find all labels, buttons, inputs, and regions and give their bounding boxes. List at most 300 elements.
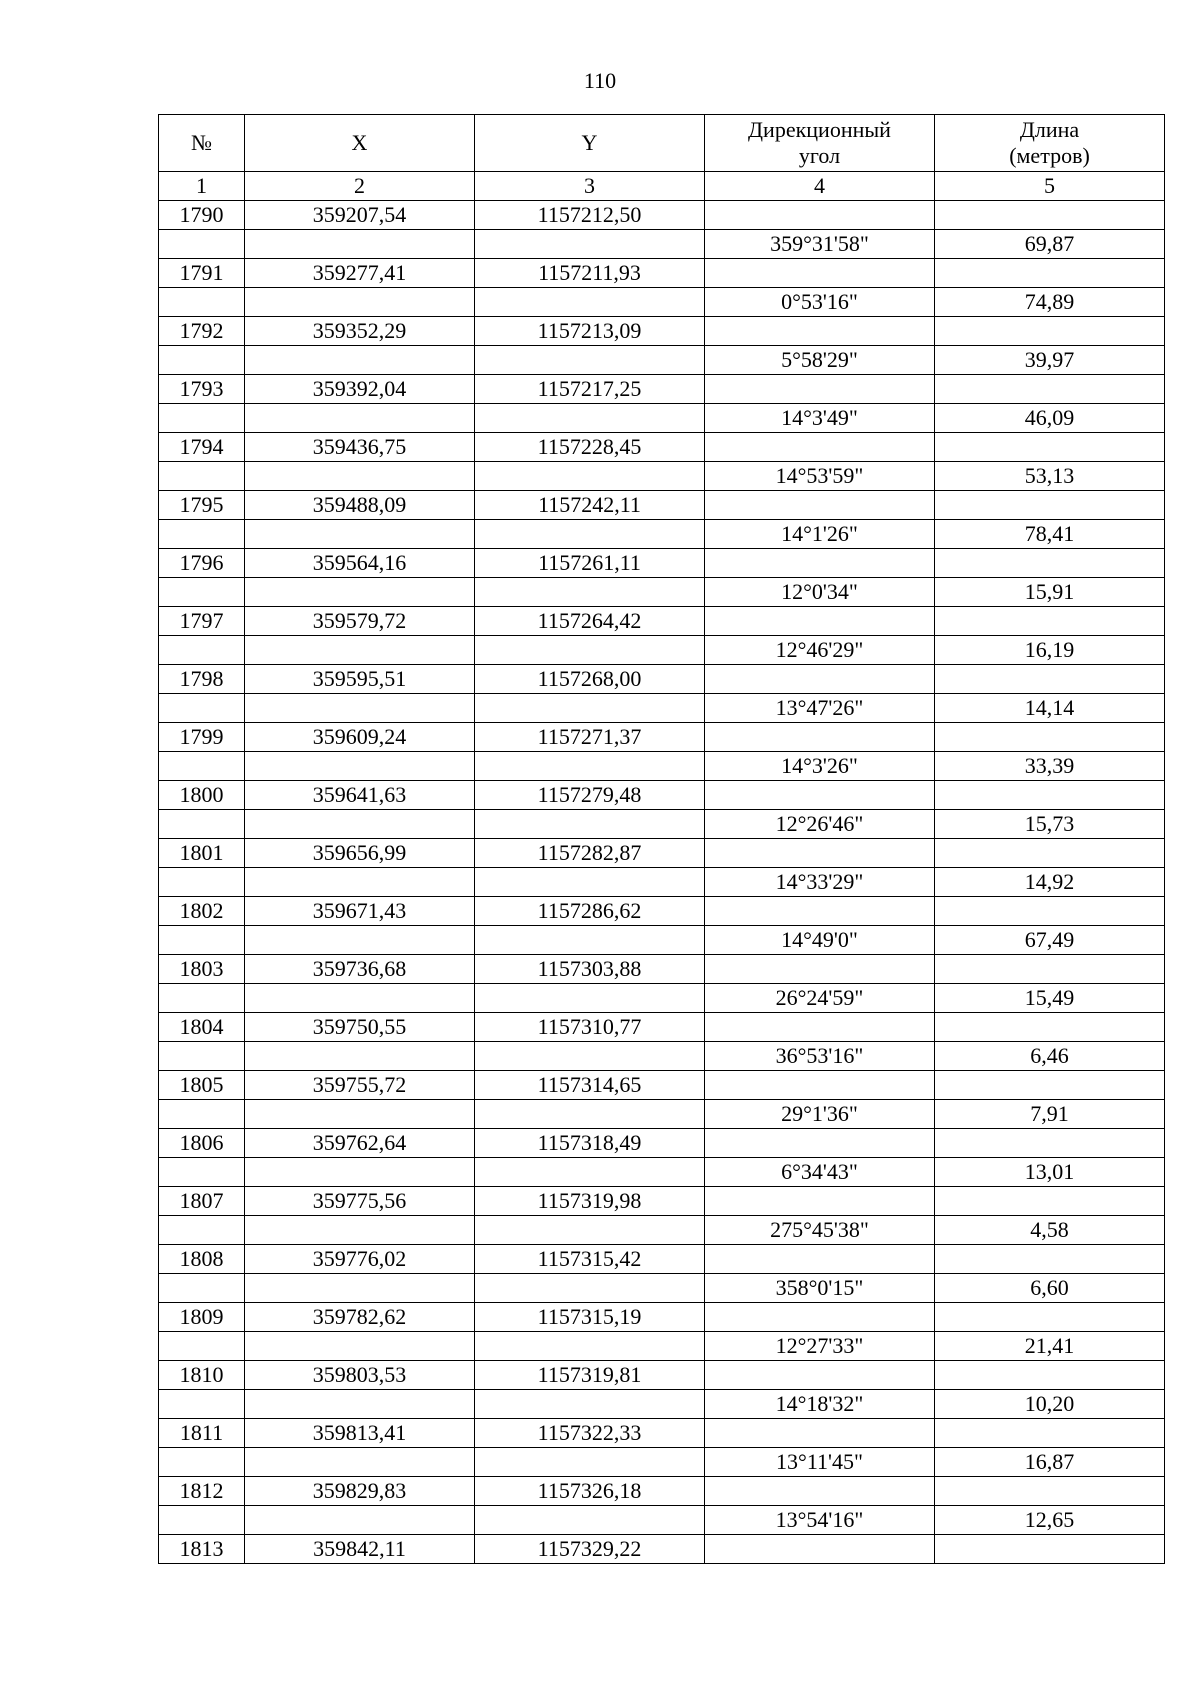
column-index: 4 xyxy=(705,172,935,201)
length-cell xyxy=(935,317,1165,346)
x-coordinate-cell xyxy=(245,1042,475,1071)
x-coordinate-cell: 359564,16 xyxy=(245,549,475,578)
point-number-cell xyxy=(159,1390,245,1419)
y-coordinate-cell: 1157261,11 xyxy=(475,549,705,578)
point-row xyxy=(159,897,1165,926)
direction-angle-cell xyxy=(705,1535,935,1564)
point-row xyxy=(159,607,1165,636)
segment-row xyxy=(159,288,1165,317)
y-coordinate-cell xyxy=(475,636,705,665)
length-cell: 14,92 xyxy=(935,868,1165,897)
header-length-line2: (метров) xyxy=(1009,143,1090,168)
point-row xyxy=(159,1477,1165,1506)
x-coordinate-cell: 359842,11 xyxy=(245,1535,475,1564)
y-coordinate-cell xyxy=(475,694,705,723)
x-coordinate-cell xyxy=(245,1448,475,1477)
x-coordinate-cell xyxy=(245,520,475,549)
y-coordinate-cell: 1157318,49 xyxy=(475,1129,705,1158)
y-coordinate-cell xyxy=(475,1332,705,1361)
y-coordinate-cell xyxy=(475,1158,705,1187)
segment-row xyxy=(159,1448,1165,1477)
y-coordinate-cell: 1157329,22 xyxy=(475,1535,705,1564)
segment-row xyxy=(159,926,1165,955)
y-coordinate-cell xyxy=(475,404,705,433)
direction-angle-cell: 14°33'29" xyxy=(705,868,935,897)
y-coordinate-cell: 1157268,00 xyxy=(475,665,705,694)
column-index: 5 xyxy=(935,172,1165,201)
segment-row xyxy=(159,752,1165,781)
point-number-cell xyxy=(159,1448,245,1477)
segment-row xyxy=(159,404,1165,433)
point-number-cell: 1792 xyxy=(159,317,245,346)
x-coordinate-cell: 359782,62 xyxy=(245,1303,475,1332)
point-number-cell xyxy=(159,1506,245,1535)
length-cell xyxy=(935,665,1165,694)
y-coordinate-cell: 1157271,37 xyxy=(475,723,705,752)
x-coordinate-cell: 359488,09 xyxy=(245,491,475,520)
length-cell xyxy=(935,549,1165,578)
point-number-cell xyxy=(159,462,245,491)
length-cell: 15,49 xyxy=(935,984,1165,1013)
direction-angle-cell xyxy=(705,259,935,288)
length-cell xyxy=(935,201,1165,230)
point-row xyxy=(159,1245,1165,1274)
x-coordinate-cell xyxy=(245,694,475,723)
segment-row xyxy=(159,1216,1165,1245)
header-direction-angle xyxy=(705,115,935,172)
table-header-row xyxy=(159,115,1165,172)
length-cell: 14,14 xyxy=(935,694,1165,723)
direction-angle-cell: 14°3'49" xyxy=(705,404,935,433)
point-number-cell xyxy=(159,868,245,897)
y-coordinate-cell: 1157322,33 xyxy=(475,1419,705,1448)
y-coordinate-cell xyxy=(475,926,705,955)
y-coordinate-cell: 1157319,81 xyxy=(475,1361,705,1390)
direction-angle-cell xyxy=(705,955,935,984)
y-coordinate-cell xyxy=(475,752,705,781)
x-coordinate-cell: 359776,02 xyxy=(245,1245,475,1274)
length-cell xyxy=(935,839,1165,868)
length-cell xyxy=(935,723,1165,752)
segment-row xyxy=(159,1042,1165,1071)
point-number-cell xyxy=(159,346,245,375)
point-row xyxy=(159,259,1165,288)
segment-row xyxy=(159,1390,1165,1419)
direction-angle-cell xyxy=(705,1071,935,1100)
length-cell: 13,01 xyxy=(935,1158,1165,1187)
length-cell xyxy=(935,1419,1165,1448)
direction-angle-cell: 12°46'29" xyxy=(705,636,935,665)
point-row xyxy=(159,1013,1165,1042)
point-number-cell xyxy=(159,636,245,665)
length-cell: 12,65 xyxy=(935,1506,1165,1535)
segment-row xyxy=(159,694,1165,723)
direction-angle-cell: 5°58'29" xyxy=(705,346,935,375)
x-coordinate-cell: 359609,24 xyxy=(245,723,475,752)
direction-angle-cell: 26°24'59" xyxy=(705,984,935,1013)
point-number-cell xyxy=(159,230,245,259)
point-number-cell xyxy=(159,404,245,433)
y-coordinate-cell xyxy=(475,1448,705,1477)
direction-angle-cell xyxy=(705,1187,935,1216)
segment-row xyxy=(159,346,1165,375)
point-number-cell: 1799 xyxy=(159,723,245,752)
point-number-cell: 1809 xyxy=(159,1303,245,1332)
y-coordinate-cell xyxy=(475,984,705,1013)
point-number-cell xyxy=(159,984,245,1013)
direction-angle-cell: 359°31'58" xyxy=(705,230,935,259)
point-number-cell: 1807 xyxy=(159,1187,245,1216)
length-cell: 4,58 xyxy=(935,1216,1165,1245)
x-coordinate-cell xyxy=(245,1216,475,1245)
y-coordinate-cell: 1157217,25 xyxy=(475,375,705,404)
length-cell xyxy=(935,955,1165,984)
length-cell: 16,87 xyxy=(935,1448,1165,1477)
header-x: X xyxy=(245,115,475,172)
direction-angle-cell xyxy=(705,1477,935,1506)
length-cell: 21,41 xyxy=(935,1332,1165,1361)
direction-angle-cell: 14°53'59" xyxy=(705,462,935,491)
x-coordinate-cell xyxy=(245,868,475,897)
point-row xyxy=(159,491,1165,520)
length-cell: 33,39 xyxy=(935,752,1165,781)
point-number-cell: 1803 xyxy=(159,955,245,984)
point-number-cell: 1813 xyxy=(159,1535,245,1564)
y-coordinate-cell: 1157314,65 xyxy=(475,1071,705,1100)
point-row xyxy=(159,433,1165,462)
length-cell: 10,20 xyxy=(935,1390,1165,1419)
x-coordinate-cell xyxy=(245,984,475,1013)
length-cell xyxy=(935,781,1165,810)
direction-angle-cell xyxy=(705,1129,935,1158)
point-row xyxy=(159,375,1165,404)
direction-angle-cell xyxy=(705,549,935,578)
length-cell: 6,46 xyxy=(935,1042,1165,1071)
point-number-cell: 1808 xyxy=(159,1245,245,1274)
segment-row xyxy=(159,578,1165,607)
point-number-cell: 1810 xyxy=(159,1361,245,1390)
y-coordinate-cell xyxy=(475,1216,705,1245)
point-number-cell xyxy=(159,520,245,549)
direction-angle-cell: 14°18'32" xyxy=(705,1390,935,1419)
segment-row xyxy=(159,1274,1165,1303)
point-number-cell xyxy=(159,1274,245,1303)
x-coordinate-cell xyxy=(245,810,475,839)
x-coordinate-cell: 359762,64 xyxy=(245,1129,475,1158)
y-coordinate-cell: 1157264,42 xyxy=(475,607,705,636)
point-number-cell: 1795 xyxy=(159,491,245,520)
y-coordinate-cell: 1157212,50 xyxy=(475,201,705,230)
x-coordinate-cell xyxy=(245,636,475,665)
length-cell xyxy=(935,433,1165,462)
x-coordinate-cell xyxy=(245,1332,475,1361)
x-coordinate-cell: 359436,75 xyxy=(245,433,475,462)
segment-row xyxy=(159,868,1165,897)
length-cell xyxy=(935,897,1165,926)
point-number-cell: 1804 xyxy=(159,1013,245,1042)
point-number-cell xyxy=(159,810,245,839)
point-row xyxy=(159,723,1165,752)
y-coordinate-cell: 1157213,09 xyxy=(475,317,705,346)
length-cell xyxy=(935,259,1165,288)
y-coordinate-cell xyxy=(475,1100,705,1129)
direction-angle-cell xyxy=(705,201,935,230)
point-number-cell: 1797 xyxy=(159,607,245,636)
length-cell: 74,89 xyxy=(935,288,1165,317)
x-coordinate-cell: 359595,51 xyxy=(245,665,475,694)
y-coordinate-cell xyxy=(475,230,705,259)
y-coordinate-cell: 1157315,19 xyxy=(475,1303,705,1332)
direction-angle-cell: 358°0'15" xyxy=(705,1274,935,1303)
point-row xyxy=(159,781,1165,810)
x-coordinate-cell xyxy=(245,1390,475,1419)
x-coordinate-cell: 359352,29 xyxy=(245,317,475,346)
column-index-row xyxy=(159,172,1165,201)
direction-angle-cell xyxy=(705,1245,935,1274)
point-number-cell: 1806 xyxy=(159,1129,245,1158)
direction-angle-cell xyxy=(705,1013,935,1042)
segment-row xyxy=(159,810,1165,839)
direction-angle-cell: 14°49'0" xyxy=(705,926,935,955)
y-coordinate-cell: 1157228,45 xyxy=(475,433,705,462)
length-cell: 15,91 xyxy=(935,578,1165,607)
column-index: 3 xyxy=(475,172,705,201)
x-coordinate-cell xyxy=(245,462,475,491)
point-number-cell xyxy=(159,694,245,723)
point-number-cell: 1796 xyxy=(159,549,245,578)
header-direction-line2: угол xyxy=(798,143,841,168)
direction-angle-cell: 12°0'34" xyxy=(705,578,935,607)
y-coordinate-cell xyxy=(475,1390,705,1419)
x-coordinate-cell xyxy=(245,288,475,317)
length-cell: 16,19 xyxy=(935,636,1165,665)
length-cell: 69,87 xyxy=(935,230,1165,259)
y-coordinate-cell: 1157279,48 xyxy=(475,781,705,810)
x-coordinate-cell: 359207,54 xyxy=(245,201,475,230)
x-coordinate-cell xyxy=(245,1506,475,1535)
point-row xyxy=(159,1071,1165,1100)
header-length-line1: Длина xyxy=(1019,117,1080,142)
point-number-cell xyxy=(159,1042,245,1071)
y-coordinate-cell: 1157326,18 xyxy=(475,1477,705,1506)
y-coordinate-cell xyxy=(475,520,705,549)
direction-angle-cell xyxy=(705,1361,935,1390)
y-coordinate-cell: 1157286,62 xyxy=(475,897,705,926)
point-row xyxy=(159,1535,1165,1564)
point-number-cell xyxy=(159,926,245,955)
x-coordinate-cell xyxy=(245,1100,475,1129)
point-number-cell: 1811 xyxy=(159,1419,245,1448)
x-coordinate-cell xyxy=(245,1158,475,1187)
x-coordinate-cell: 359750,55 xyxy=(245,1013,475,1042)
y-coordinate-cell xyxy=(475,1274,705,1303)
x-coordinate-cell: 359392,04 xyxy=(245,375,475,404)
direction-angle-cell: 12°27'33" xyxy=(705,1332,935,1361)
point-number-cell xyxy=(159,1332,245,1361)
direction-angle-cell xyxy=(705,317,935,346)
point-number-cell xyxy=(159,1158,245,1187)
length-cell xyxy=(935,1129,1165,1158)
x-coordinate-cell: 359736,68 xyxy=(245,955,475,984)
x-coordinate-cell: 359829,83 xyxy=(245,1477,475,1506)
point-number-cell: 1802 xyxy=(159,897,245,926)
y-coordinate-cell: 1157211,93 xyxy=(475,259,705,288)
x-coordinate-cell: 359579,72 xyxy=(245,607,475,636)
y-coordinate-cell xyxy=(475,868,705,897)
x-coordinate-cell: 359656,99 xyxy=(245,839,475,868)
y-coordinate-cell: 1157319,98 xyxy=(475,1187,705,1216)
direction-angle-cell: 6°34'43" xyxy=(705,1158,935,1187)
x-coordinate-cell xyxy=(245,404,475,433)
length-cell: 15,73 xyxy=(935,810,1165,839)
y-coordinate-cell xyxy=(475,578,705,607)
point-number-cell: 1800 xyxy=(159,781,245,810)
coordinates-table xyxy=(158,114,1165,1564)
length-cell xyxy=(935,1187,1165,1216)
point-number-cell xyxy=(159,752,245,781)
point-number-cell: 1793 xyxy=(159,375,245,404)
segment-row xyxy=(159,1332,1165,1361)
y-coordinate-cell: 1157310,77 xyxy=(475,1013,705,1042)
x-coordinate-cell xyxy=(245,926,475,955)
header-y: Y xyxy=(475,115,705,172)
direction-angle-cell: 0°53'16" xyxy=(705,288,935,317)
x-coordinate-cell: 359755,72 xyxy=(245,1071,475,1100)
y-coordinate-cell: 1157282,87 xyxy=(475,839,705,868)
segment-row xyxy=(159,1158,1165,1187)
direction-angle-cell: 275°45'38" xyxy=(705,1216,935,1245)
segment-row xyxy=(159,636,1165,665)
direction-angle-cell xyxy=(705,665,935,694)
y-coordinate-cell: 1157315,42 xyxy=(475,1245,705,1274)
header-length xyxy=(935,115,1165,172)
segment-row xyxy=(159,520,1165,549)
x-coordinate-cell xyxy=(245,346,475,375)
direction-angle-cell xyxy=(705,1419,935,1448)
y-coordinate-cell xyxy=(475,288,705,317)
point-number-cell xyxy=(159,1216,245,1245)
direction-angle-cell xyxy=(705,491,935,520)
x-coordinate-cell: 359671,43 xyxy=(245,897,475,926)
header-direction-line1: Дирекционный xyxy=(748,117,891,142)
x-coordinate-cell xyxy=(245,1274,475,1303)
length-cell xyxy=(935,1245,1165,1274)
direction-angle-cell xyxy=(705,781,935,810)
point-row xyxy=(159,317,1165,346)
segment-row xyxy=(159,462,1165,491)
point-number-cell xyxy=(159,578,245,607)
segment-row xyxy=(159,1506,1165,1535)
length-cell: 7,91 xyxy=(935,1100,1165,1129)
direction-angle-cell: 14°3'26" xyxy=(705,752,935,781)
segment-row xyxy=(159,984,1165,1013)
point-row xyxy=(159,1361,1165,1390)
direction-angle-cell xyxy=(705,607,935,636)
point-number-cell: 1798 xyxy=(159,665,245,694)
length-cell xyxy=(935,1303,1165,1332)
y-coordinate-cell xyxy=(475,346,705,375)
direction-angle-cell xyxy=(705,1303,935,1332)
table-body xyxy=(159,201,1165,1564)
length-cell xyxy=(935,1477,1165,1506)
point-number-cell: 1790 xyxy=(159,201,245,230)
direction-angle-cell: 13°47'26" xyxy=(705,694,935,723)
point-row xyxy=(159,1419,1165,1448)
length-cell xyxy=(935,1361,1165,1390)
y-coordinate-cell: 1157303,88 xyxy=(475,955,705,984)
length-cell: 78,41 xyxy=(935,520,1165,549)
y-coordinate-cell xyxy=(475,462,705,491)
length-cell xyxy=(935,1013,1165,1042)
length-cell: 53,13 xyxy=(935,462,1165,491)
direction-angle-cell xyxy=(705,723,935,752)
point-row xyxy=(159,839,1165,868)
x-coordinate-cell: 359803,53 xyxy=(245,1361,475,1390)
x-coordinate-cell: 359641,63 xyxy=(245,781,475,810)
direction-angle-cell: 29°1'36" xyxy=(705,1100,935,1129)
length-cell xyxy=(935,1535,1165,1564)
y-coordinate-cell xyxy=(475,1042,705,1071)
page-number: 110 xyxy=(583,68,617,93)
length-cell xyxy=(935,491,1165,520)
point-number-cell: 1812 xyxy=(159,1477,245,1506)
length-cell: 67,49 xyxy=(935,926,1165,955)
length-cell xyxy=(935,1071,1165,1100)
y-coordinate-cell xyxy=(475,810,705,839)
length-cell: 39,97 xyxy=(935,346,1165,375)
x-coordinate-cell xyxy=(245,752,475,781)
point-row xyxy=(159,549,1165,578)
column-index: 2 xyxy=(245,172,475,201)
length-cell: 46,09 xyxy=(935,404,1165,433)
direction-angle-cell: 13°54'16" xyxy=(705,1506,935,1535)
length-cell xyxy=(935,607,1165,636)
point-number-cell xyxy=(159,1100,245,1129)
x-coordinate-cell xyxy=(245,578,475,607)
point-number-cell: 1805 xyxy=(159,1071,245,1100)
point-number-cell: 1791 xyxy=(159,259,245,288)
point-number-cell: 1794 xyxy=(159,433,245,462)
header-num: № xyxy=(159,115,245,172)
point-row xyxy=(159,1187,1165,1216)
direction-angle-cell: 36°53'16" xyxy=(705,1042,935,1071)
y-coordinate-cell xyxy=(475,1506,705,1535)
direction-angle-cell: 13°11'45" xyxy=(705,1448,935,1477)
y-coordinate-cell: 1157242,11 xyxy=(475,491,705,520)
x-coordinate-cell: 359775,56 xyxy=(245,1187,475,1216)
point-row xyxy=(159,1129,1165,1158)
segment-row xyxy=(159,1100,1165,1129)
column-index: 1 xyxy=(159,172,245,201)
point-number-cell xyxy=(159,288,245,317)
direction-angle-cell: 14°1'26" xyxy=(705,520,935,549)
direction-angle-cell xyxy=(705,839,935,868)
point-row xyxy=(159,955,1165,984)
direction-angle-cell xyxy=(705,897,935,926)
point-row xyxy=(159,1303,1165,1332)
point-row xyxy=(159,201,1165,230)
point-number-cell: 1801 xyxy=(159,839,245,868)
segment-row xyxy=(159,230,1165,259)
length-cell: 6,60 xyxy=(935,1274,1165,1303)
point-row xyxy=(159,665,1165,694)
direction-angle-cell: 12°26'46" xyxy=(705,810,935,839)
x-coordinate-cell: 359277,41 xyxy=(245,259,475,288)
direction-angle-cell xyxy=(705,375,935,404)
x-coordinate-cell: 359813,41 xyxy=(245,1419,475,1448)
direction-angle-cell xyxy=(705,433,935,462)
length-cell xyxy=(935,375,1165,404)
